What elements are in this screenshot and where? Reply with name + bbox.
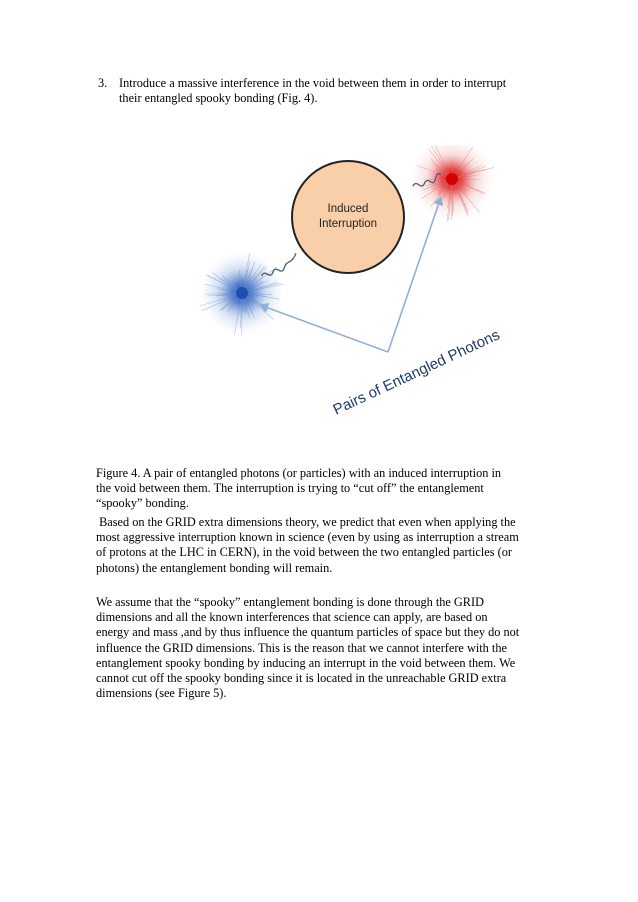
caption-line: “spooky” bonding. <box>96 496 189 511</box>
paragraph-grid-assumption <box>96 595 556 701</box>
circle-label-line1: Induced <box>327 203 369 215</box>
paragraph-line: dimensions (see Figure 5). <box>96 686 227 701</box>
blue-photon-icon <box>200 251 284 336</box>
paragraph-line: Based on the GRID extra dimensions theory, we predict that even when applying the <box>96 515 516 529</box>
paragraph-line: entanglement spooky bonding by inducing an interrupt in the void between them. We <box>96 655 516 670</box>
list-item-line: Introduce a massive interference in the void between them in order to interrupt <box>119 76 507 90</box>
pairs-of-entangled-photons-label: Pairs of Entangled Photons <box>330 326 503 415</box>
paragraph-line: dimensions and all the known interferences that science can apply, are based on <box>96 610 488 625</box>
figure-4 <box>190 145 510 415</box>
red-photon-icon <box>410 145 494 222</box>
paragraph-line: most aggressive interruption known in science (even by using as interruption a stream <box>96 530 519 545</box>
numbered-list-item <box>98 76 559 106</box>
caption-line: the void between them. The interruption is trying to “cut off” the entanglement <box>96 481 484 496</box>
paragraph-line: photons) the entanglement bonding will remain. <box>96 560 333 575</box>
list-item-line: their entangled spooky bonding (Fig. 4). <box>119 91 318 105</box>
figure-caption <box>96 466 556 512</box>
arrow-to-blue-photon <box>260 305 388 352</box>
circle-label-line2: Interruption <box>318 218 378 230</box>
paragraph-line: influence the GRID dimensions. This is the reason that we cannot interfere with the <box>96 640 507 655</box>
paragraph-line: We assume that the “spooky” entanglement bonding is done through the GRID <box>96 595 484 609</box>
list-number: 3. <box>98 76 108 90</box>
caption-line: Figure 4. A pair of entangled photons (or particles) with an induced interruption in <box>96 466 502 480</box>
entangled-photons-diagram <box>190 145 510 415</box>
paragraph-line: cannot cut off the spooky bonding since it is located in the unreachable GRID extra <box>96 671 507 686</box>
paragraph-line: energy and mass ,and by thus influence the quantum particles of space but they do not <box>96 625 520 640</box>
induced-interruption-circle <box>292 161 404 273</box>
paragraph-line: of protons at the LHC in CERN), in the void between the two entangled particles (or <box>96 545 512 560</box>
paragraph-grid-prediction <box>96 515 556 576</box>
